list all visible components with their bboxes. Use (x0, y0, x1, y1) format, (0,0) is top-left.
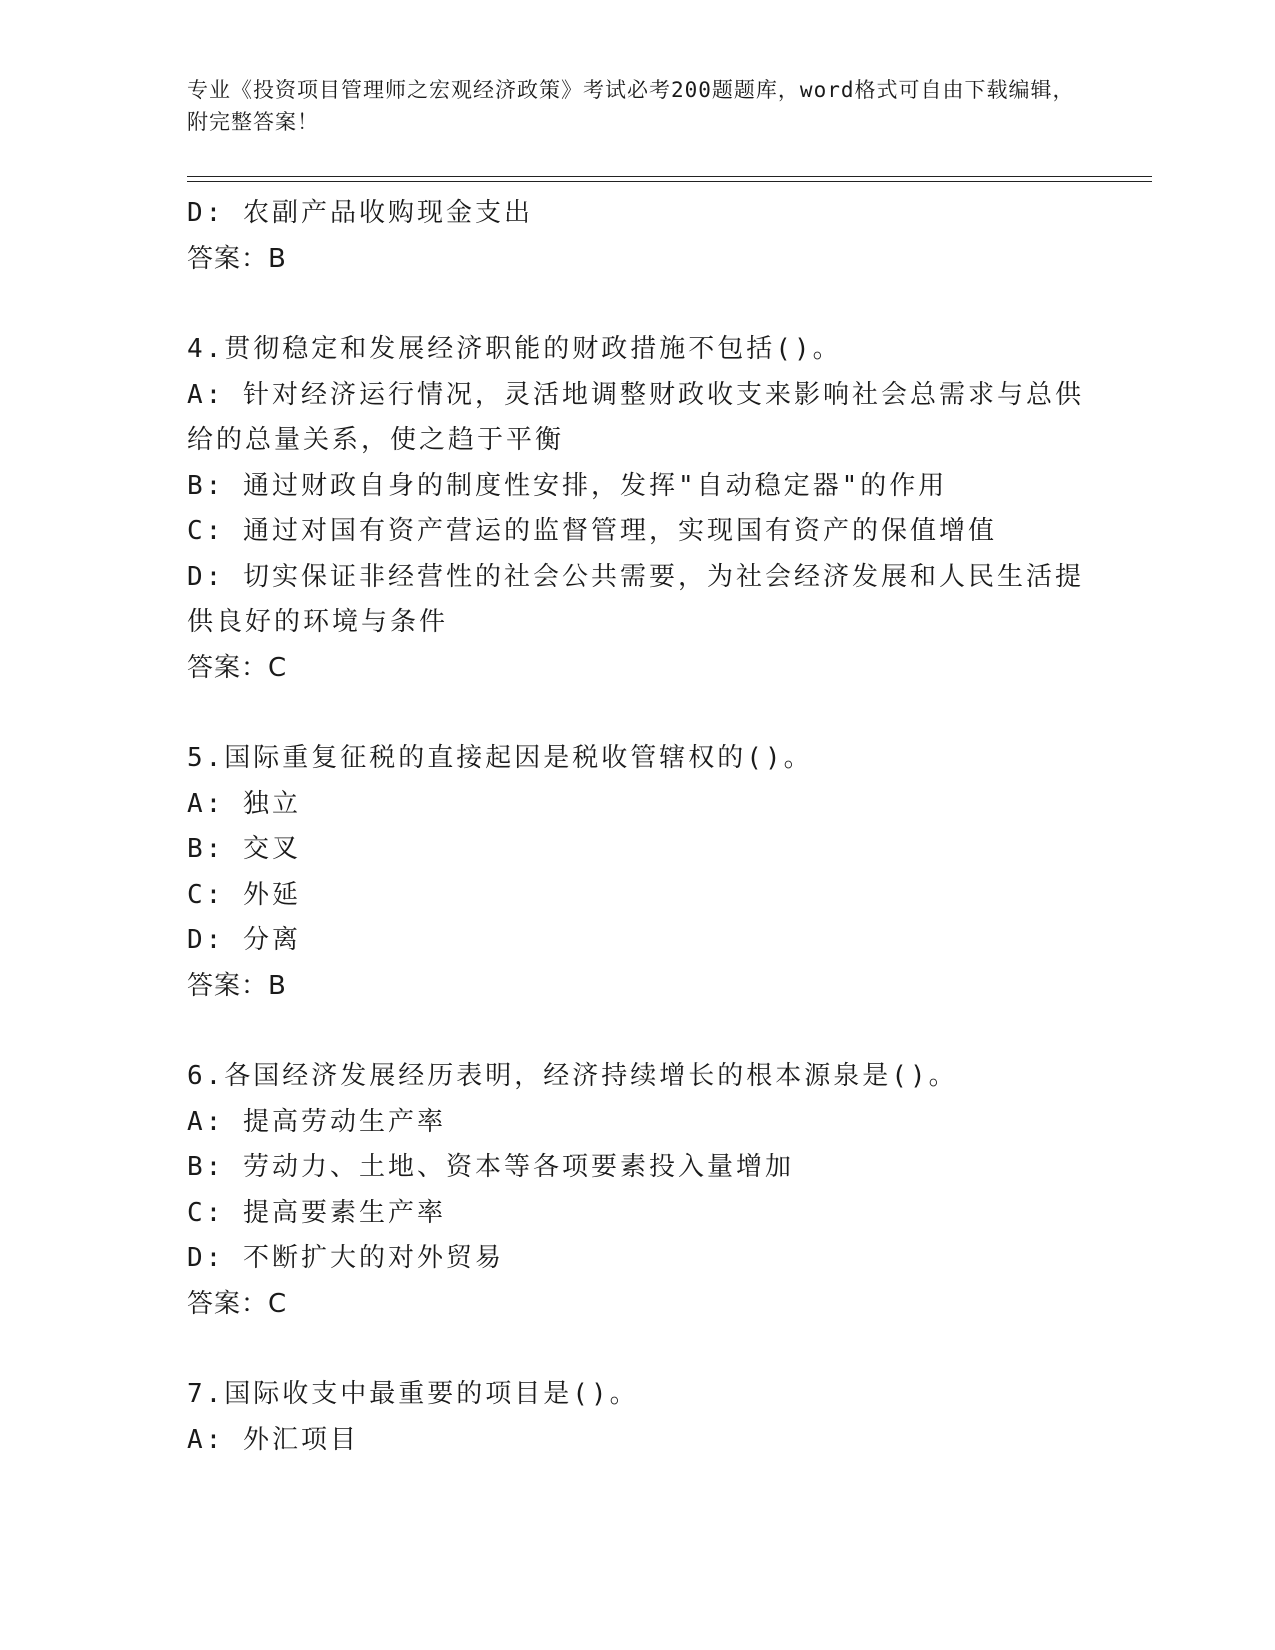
answer: 答案：B (187, 970, 287, 1001)
answer: 答案：C (187, 652, 288, 683)
option-d: D: 切实保证非经营性的社会公共需要，为社会经济发展和人民生活提 (187, 561, 1084, 592)
option-d-continued: 供良好的环境与条件 (187, 607, 449, 637)
option-b: B: 通过财政自身的制度性安排，发挥"自动稳定器"的作用 (187, 470, 948, 501)
option-b: B: 劳动力、土地、资本等各项要素投入量增加 (187, 1152, 794, 1182)
option-c: C: 提高要素生产率 (187, 1197, 446, 1228)
question-text: 6.各国经济发展经历表明，经济持续增长的根本源泉是()。 (187, 1061, 958, 1091)
question-text: 7.国际收支中最重要的项目是()。 (187, 1379, 639, 1409)
option-a: A: 独立 (187, 788, 301, 819)
option-d: D: 农副产品收购现金支出 (187, 198, 533, 228)
question-list (187, 191, 1087, 1463)
option-a-continued: 给的总量关系，使之趋于平衡 (187, 425, 565, 455)
question-text: 4.贯彻稳定和发展经济职能的财政措施不包括()。 (187, 334, 842, 364)
question-4 (187, 327, 1087, 691)
option-b: B: 交叉 (187, 834, 301, 864)
option-c: C: 外延 (187, 879, 301, 910)
question-text: 5.国际重复征税的直接起因是税收管辖权的()。 (187, 743, 813, 773)
question-7 (187, 1372, 1087, 1463)
option-a: A: 提高劳动生产率 (187, 1106, 446, 1137)
question-6 (187, 1054, 1087, 1327)
option-d: D: 分离 (187, 925, 301, 955)
option-c: C: 通过对国有资产营运的监督管理，实现国有资产的保值增值 (187, 516, 997, 546)
option-a: A: 外汇项目 (187, 1424, 359, 1455)
document-intro (187, 74, 1087, 138)
header-divider-top (187, 176, 1152, 177)
answer: 答案：B (187, 243, 287, 274)
option-a: A: 针对经济运行情况，灵活地调整财政收支来影响社会总需求与总供 (187, 379, 1084, 410)
option-d: D: 不断扩大的对外贸易 (187, 1243, 504, 1273)
question-5 (187, 736, 1087, 1009)
intro-text: 专业《投资项目管理师之宏观经济政策》考试必考200题题库，word格式可自由下载编辑，附完整答案！ (187, 78, 1075, 134)
question-3-tail (187, 191, 1087, 282)
answer: 答案：C (187, 1288, 288, 1319)
header-divider-bottom (187, 181, 1152, 182)
